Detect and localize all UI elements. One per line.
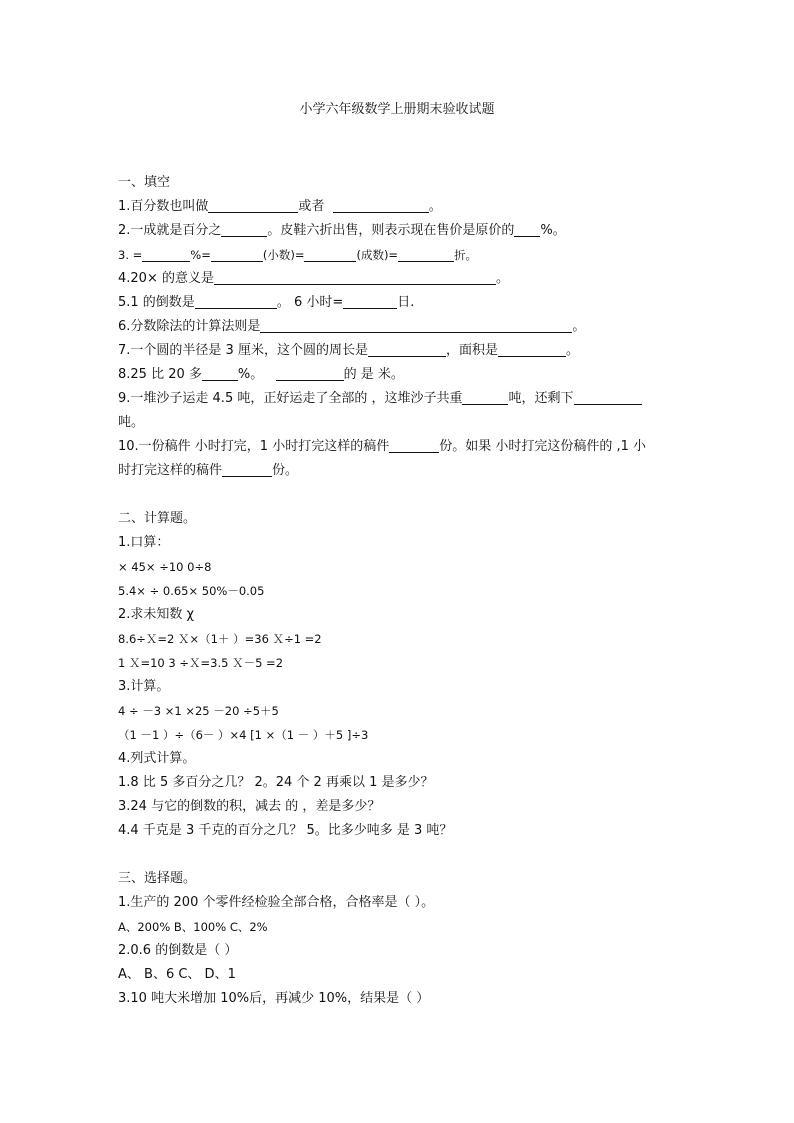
answer-blank[interactable] <box>343 294 397 309</box>
answer-blank[interactable] <box>260 318 572 333</box>
section1-heading: 一、填空 <box>118 175 171 190</box>
text: (成数)= <box>356 248 399 262</box>
answer-blank[interactable] <box>462 390 508 405</box>
answer-blank[interactable] <box>389 438 439 453</box>
answer-blank[interactable] <box>195 294 277 309</box>
text: 4.20× 的意义是 <box>118 271 214 286</box>
question-1-5 <box>118 293 688 313</box>
calc-line: 3.24 与它的倒数的积，减去 的 ，差是多少？ <box>118 799 381 814</box>
text: 折。 <box>454 248 478 262</box>
answer-blank[interactable] <box>333 198 429 213</box>
calc-line: 4.4 千克是 3 千克的百分之几？ 5。比多少吨多 是 3 吨？ <box>118 823 453 838</box>
text: ，面积是 <box>445 343 498 358</box>
choice-line: 3.10 吨大米增加 10%后，再减少 10%，结果是（ ） <box>118 991 430 1006</box>
question-1-6 <box>118 317 688 337</box>
text: %。 <box>237 367 264 382</box>
text: 。 <box>495 271 509 286</box>
question-1-9 <box>118 389 688 409</box>
question-1-2 <box>118 221 688 241</box>
answer-blank[interactable] <box>514 222 540 237</box>
text: 份。 <box>272 463 299 478</box>
answer-blank[interactable] <box>222 462 272 477</box>
section2-heading: 二、计算题。 <box>118 511 197 526</box>
question-1-10-cont <box>118 461 688 481</box>
calc-line: × 45× ÷10 0÷8 <box>118 560 212 574</box>
text: 的 是 米。 <box>343 367 404 382</box>
answer-blank[interactable] <box>368 342 446 357</box>
question-1-10 <box>118 437 688 457</box>
calc-line: 4.列式计算。 <box>118 751 196 766</box>
text: 3. = <box>118 248 143 262</box>
text: 9.一堆沙子运走 4.5 吨，正好运走了全部的 ，这堆沙子共重 <box>118 391 463 406</box>
text: 。 <box>428 199 442 214</box>
calc-line: 5.4× ÷ 0.65× 50%－0.05 <box>118 584 265 598</box>
text: 时打完这样的稿件 <box>118 463 223 478</box>
text: (小数)= <box>262 248 305 262</box>
text: 1.百分数也叫做 <box>118 199 209 214</box>
choice-line: 2.0.6 的倒数是（ ） <box>118 943 238 958</box>
text: %。 <box>540 223 566 238</box>
text: 或者 <box>298 199 325 214</box>
answer-blank[interactable] <box>574 390 642 405</box>
text: 6.分数除法的计算法则是 <box>118 319 261 334</box>
question-1-8 <box>118 365 688 385</box>
text: 份。如果 小时打完这份稿件的 ,1 小 <box>439 439 647 454</box>
answer-blank[interactable] <box>208 198 298 213</box>
text: 。 <box>572 319 586 334</box>
calc-line: 1 Ｘ=10 3 ÷Ｘ=3.5 Ｘ－5 =2 <box>118 656 284 670</box>
text: 5.1 的倒数是 <box>118 295 195 310</box>
page-title: 小学六年级数学上册期末验收试题 <box>299 102 495 117</box>
question-1-9-cont: 吨。 <box>118 415 145 430</box>
calc-line: 2.求未知数 χ <box>118 607 195 622</box>
text: 。皮鞋六折出售，则表示现在售价是原价的 <box>267 223 515 238</box>
text: 。 <box>565 343 579 358</box>
question-1-7 <box>118 341 688 361</box>
text: 吨，还剩下 <box>508 391 574 406</box>
answer-blank[interactable] <box>276 366 344 381</box>
calc-line: 4 ÷ －3 ×1 ×25 －20 ÷5＋5 <box>118 704 279 718</box>
calc-line: （1 －1 ）÷（6－ ）×4 [1 ×（1 － ）＋5 ]÷3 <box>118 728 369 742</box>
section3-heading: 三、选择题。 <box>118 871 197 886</box>
text: 。 6 小时= <box>276 295 344 310</box>
text: 7.一个圆的半径是 3 厘米，这个圆的周长是 <box>118 343 368 358</box>
text: 2.一成就是百分之 <box>118 223 222 238</box>
answer-blank[interactable] <box>211 247 263 262</box>
choice-line: A、 B、6 C、 D、1 <box>118 967 236 982</box>
calc-line: 8.6÷Ｘ=2 Ｘ×（1＋ ）=36 Ｘ÷1 =2 <box>118 632 322 646</box>
answer-blank[interactable] <box>498 342 566 357</box>
calc-line: 1.口算： <box>118 535 170 550</box>
text: 10.一份稿件 小时打完，1 小时打完这样的稿件 <box>118 439 390 454</box>
text: 日. <box>397 295 415 310</box>
question-1-1 <box>118 197 688 217</box>
answer-blank[interactable] <box>221 222 267 237</box>
text: %= <box>190 248 211 262</box>
answer-blank[interactable] <box>142 247 190 262</box>
answer-blank[interactable] <box>214 270 496 285</box>
answer-blank[interactable] <box>202 366 238 381</box>
question-1-3 <box>118 245 688 265</box>
choice-line: 1.生产的 200 个零件经检验全部合格，合格率是（ ）。 <box>118 895 435 910</box>
question-1-4 <box>118 269 688 289</box>
answer-blank[interactable] <box>304 247 356 262</box>
text: 8.25 比 20 多 <box>118 367 202 382</box>
choice-line: A、200% B、100% C、2% <box>118 920 268 934</box>
calc-line: 3.计算。 <box>118 679 170 694</box>
calc-line: 1.8 比 5 多百分之几？ 2。24 个 2 再乘以 1 是多少？ <box>118 775 434 790</box>
answer-blank[interactable] <box>398 247 454 262</box>
